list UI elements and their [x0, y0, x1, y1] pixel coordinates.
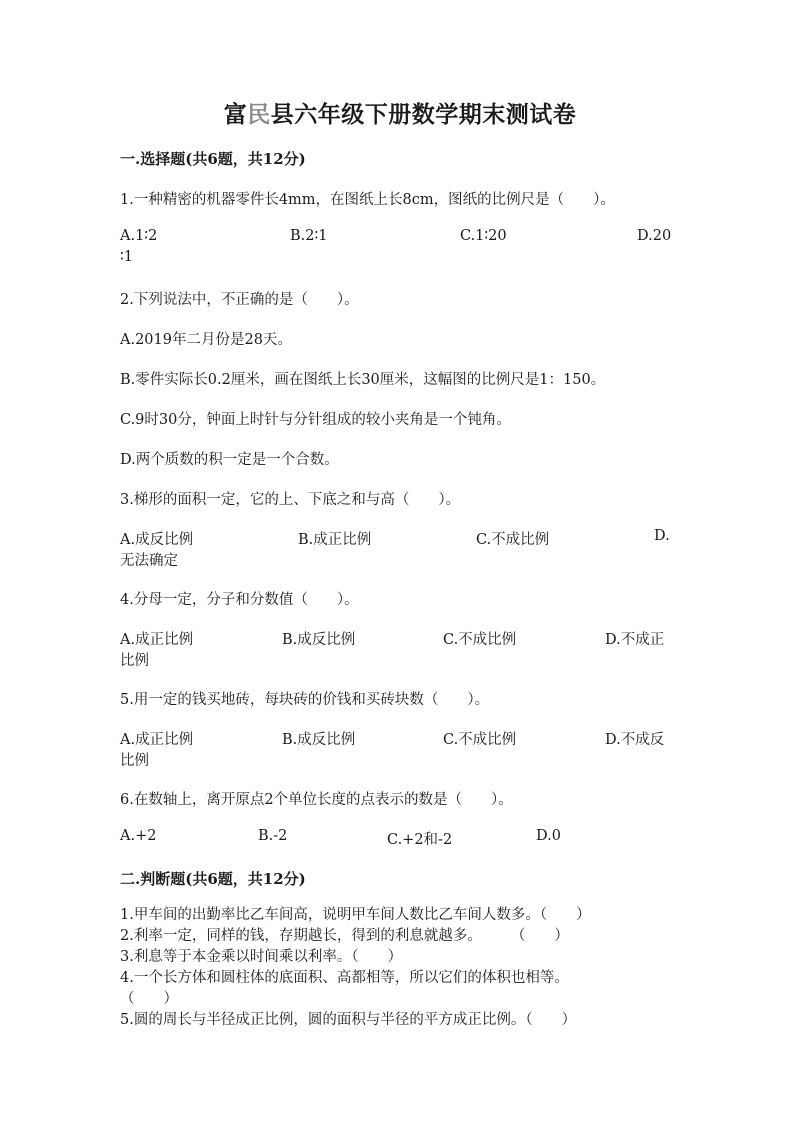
option-c: C.+2和-2 [387, 832, 453, 848]
option-b: B.-2 [258, 828, 288, 844]
title-char-highlight: 民 [247, 101, 271, 128]
option-b: B.成反比例 [282, 732, 356, 748]
option-b: B.零件实际长0.2厘米，画在图纸上长30厘米，这幅图的比例尺是1：150。 [120, 372, 606, 388]
section-header-true-false: 二.判断题(共6题，共12分) [120, 870, 306, 888]
option-b: B.成反比例 [282, 632, 356, 648]
title-rest: 县六年级下册数学期末测试卷 [270, 101, 577, 128]
option-d: D.不成反 [605, 732, 665, 748]
option-d-wrap: 比例 [120, 653, 149, 669]
option-a: A.1∶2 [120, 228, 158, 244]
option-a: A.成反比例 [120, 532, 194, 548]
judgment-item-wrap: （ ） [120, 991, 178, 1007]
option-d: D. [654, 528, 670, 544]
option-a: A.2019年二月份是28天。 [120, 332, 292, 348]
judgment-item: 1.甲车间的出勤率比乙车间高，说明甲车间人数比乙车间人数多。（ ） [120, 907, 591, 923]
option-c: C.不成比例 [443, 732, 517, 748]
judgment-item: 4.一个长方体和圆柱体的底面积、高都相等，所以它们的体积也相等。 [120, 970, 569, 986]
option-a: A.成正比例 [120, 732, 194, 748]
question-stem: 6.在数轴上，离开原点2个单位长度的点表示的数是（ ）。 [120, 792, 513, 808]
section-header-choice: 一.选择题(共6题，共12分) [120, 150, 306, 168]
judgment-item: 5.圆的周长与半径成正比例，圆的面积与半径的平方成正比例。（ ） [120, 1012, 577, 1028]
option-d: D.不成正 [605, 632, 665, 648]
option-b: B.2∶1 [290, 228, 328, 244]
judgment-item: 3.利息等于本金乘以时间乘以利率。（ ） [120, 949, 403, 965]
option-d: D.0 [536, 828, 561, 844]
question-stem: 5.用一定的钱买地砖，每块砖的价钱和买砖块数（ ）。 [120, 692, 490, 708]
option-c: C.不成比例 [476, 532, 550, 548]
page-title [0, 96, 800, 129]
option-a: A.成正比例 [120, 632, 194, 648]
question-stem: 2.下列说法中，不正确的是（ ）。 [120, 292, 359, 308]
judgment-item: 2.利率一定，同样的钱，存期越长，得到的利息就越多。 （ ） [120, 928, 569, 944]
option-d-wrap: ∶1 [120, 249, 133, 265]
option-d: D.两个质数的积一定是一个合数。 [120, 452, 339, 468]
option-d-wrap: 比例 [120, 753, 149, 769]
option-c: C.9时30分，钟面上时针与分针组成的较小夹角是一个钝角。 [120, 412, 511, 428]
option-d-wrap: 无法确定 [120, 553, 178, 569]
option-c: C.1∶20 [460, 228, 507, 244]
option-a: A.+2 [120, 828, 157, 844]
question-stem: 4.分母一定，分子和分数值（ ）。 [120, 592, 359, 608]
option-b: B.成正比例 [298, 532, 372, 548]
title-char: 富 [223, 101, 248, 128]
option-c: C.不成比例 [443, 632, 517, 648]
question-stem: 1.一种精密的机器零件长4mm，在图纸上长8cm，图纸的比例尺是（ ）。 [120, 192, 615, 208]
question-stem: 3.梯形的面积一定，它的上、下底之和与高（ ）。 [120, 492, 461, 508]
option-d: D.20 [637, 228, 672, 244]
